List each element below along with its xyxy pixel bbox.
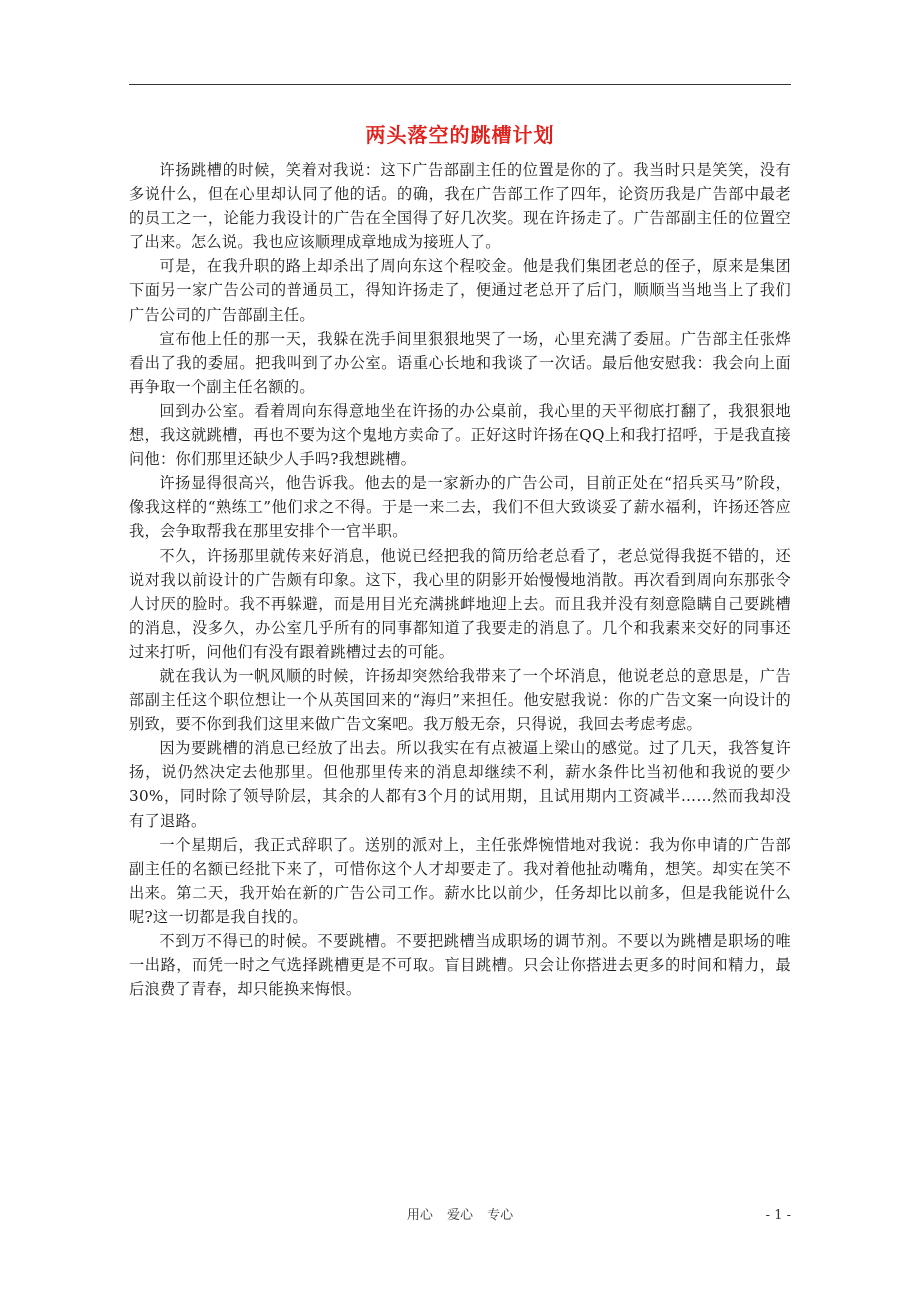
- paragraph: 不到万不得已的时候。不要跳槽。不要把跳槽当成职场的调节剂。不要以为跳槽是职场的唯一出路，而凭一时之气选择跳槽更是不可取。盲目跳槽。只会让你搭进去更多的时间和精力，最后浪费了青春，却只能换来悔恨。: [129, 932, 791, 999]
- header-rule: [129, 84, 791, 85]
- article-body: [129, 158, 791, 1001]
- footer-word: 用心: [406, 1208, 433, 1223]
- paragraph: 许扬显得很高兴，他告诉我。他去的是一家新办的广告公司，目前正处在“招兵买马”阶段，像我这样的“熟练工”他们求之不得。于是一来二去，我们不但大致谈妥了薪水福利，许扬还答应我，会争取帮我在那里安排个一官半职。: [129, 474, 791, 541]
- footer-word: 爱心: [446, 1208, 473, 1223]
- paragraph: 就在我认为一帆风顺的时候，许扬却突然给我带来了一个坏消息，他说老总的意思是，广告部副主任这个职位想让一个从英国回来的“海归”来担任。他安慰我说：你的广告文案一向设计的别致，要不你到我们这里来做广告文案吧。我万般无奈，只得说，我回去考虑考虑。: [129, 666, 791, 734]
- paragraph: 因为要跳槽的消息已经放了出去。所以我实在有点被逼上梁山的感觉。过了几天，我答复许扬，说仍然决定去他那里。但他那里传来的消息却继续不利，薪水条件比当初他和我说的要少30%，同时除了领导阶层，其余的人都有3个月的试用期，且试用期内工资减半……然而我却没有了退路。: [129, 739, 791, 830]
- paragraph: 可是，在我升职的路上却杀出了周向东这个程咬金。他是我们集团老总的侄子，原来是集团下面另一家广告公司的普通员工，得知许扬走了，便通过老总开了后门，顺顺当当地当上了我们广告公司的广告部副主任。: [129, 257, 791, 324]
- paragraph: 回到办公室。看着周向东得意地坐在许扬的办公桌前，我心里的天平彻底打翻了，我狠狠地想，我这就跳槽，再也不要为这个鬼地方卖命了。正好这时许扬在QQ上和我打招呼，于是我直接问他：你们那里还缺少人手吗?我想跳槽。: [129, 401, 791, 469]
- footer-word: 专心: [487, 1208, 514, 1223]
- paragraph: 一个星期后，我正式辞职了。送别的派对上，主任张烨惋惜地对我说：我为你申请的广告部副主任的名额已经批下来了，可惜你这个人才却要走了。我对着他扯动嘴角，想笑。却实在笑不出来。第二天，我开始在新的广告公司工作。薪水比以前少，任务却比以前多，但是我能说什么呢?这一切都是我自找的。: [129, 835, 791, 926]
- paragraph: 宣布他上任的那一天，我躲在洗手间里狠狠地哭了一场，心里充满了委屈。广告部主任张烨看出了我的委屈。把我叫到了办公室。语重心长地和我谈了一次话。最后他安慰我：我会向上面再争取一个副主任名额的。: [129, 329, 791, 396]
- paragraph: 不久，许扬那里就传来好消息，他说已经把我的简历给老总看了，老总觉得我挺不错的，还说对我以前设计的广告颇有印象。这下，我心里的阴影开始慢慢地消散。再次看到周向东那张令人讨厌的脸时。我不再躲避，而是用目光充满挑衅地迎上去。而且我并没有刻意隐瞒自己要跳槽的消息，没多久，办公室几乎所有的同事都知道了我要走的消息了。几个和我素来交好的同事还过来打听，问他们有没有跟着跳槽过去的可能。: [129, 546, 791, 661]
- paragraph: 许扬跳槽的时候，笑着对我说：这下广告部副主任的位置是你的了。我当时只是笑笑，没有多说什么，但在心里却认同了他的话。的确，我在广告部工作了四年，论资历我是广告部中最老的员工之一，论能力我设计的广告在全国得了好几次奖。现在许扬走了。广告部副主任的位置空了出来。怎么说。我也应该顺理成章地成为接班人了。: [129, 161, 791, 252]
- page-number: - 1 -: [765, 1208, 791, 1223]
- document-title: 两头落空的跳槽计划: [365, 123, 555, 147]
